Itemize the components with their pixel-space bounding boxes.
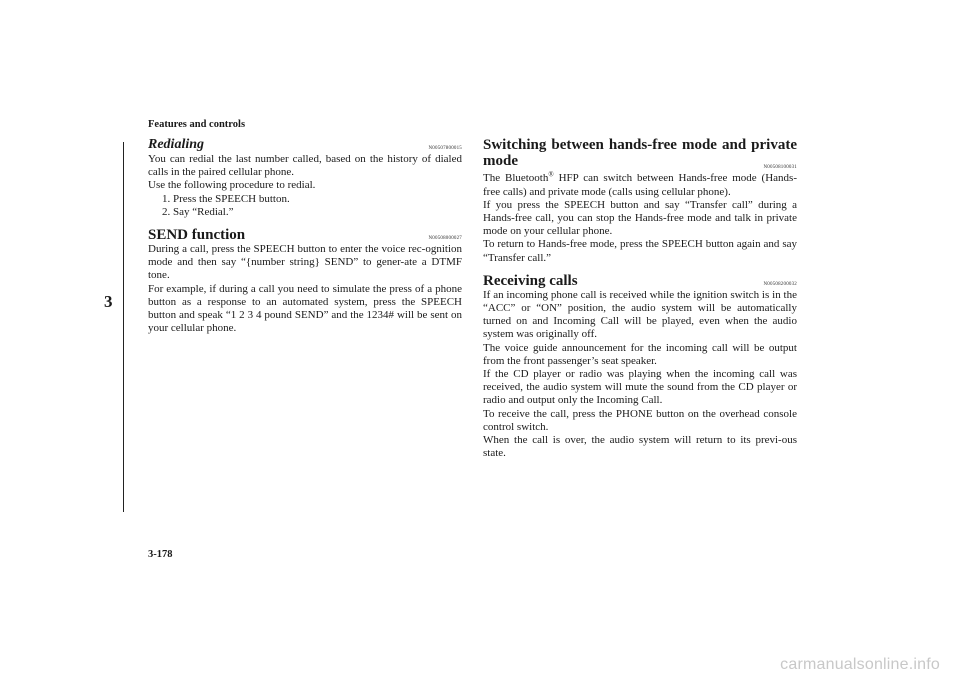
send-function-paragraph-2: For example, if during a call you need to simulate the press of a phone button as a response to an automated system, press the SPEECH button and speak “1 2 3 4 pound SEND” and the 1234# will be sent on your cellular phone. <box>148 282 462 335</box>
switching-paragraph-2: If you press the SPEECH button and say “Transfer call” during a Hands-free call, you can stop the Hands-free mode and talk in private mode on your cellular phone. <box>483 198 797 238</box>
receiving-code: N00508200032 <box>763 281 797 287</box>
registered-mark: ® <box>548 170 554 179</box>
chapter-number: 3 <box>104 292 113 311</box>
receiving-paragraph-1: If an incoming phone call is received while the ignition switch is in the “ACC” or “ON” position, the audio system will be automatically turned on and Incoming Call will be played, even when the audio system was originally off. <box>483 288 797 341</box>
section-heading-switching <box>483 137 797 172</box>
receiving-paragraph-3: If the CD player or radio was playing when the incoming call was received, the audio system will mute the sound from the CD player or radio and output only the Incoming Call. <box>483 368 797 407</box>
receiving-title: Receiving calls <box>483 272 578 289</box>
switching-code: N00508100031 <box>763 165 797 171</box>
section-heading-send-function <box>148 227 462 243</box>
left-column <box>148 137 462 335</box>
send-function-code: N00508000027 <box>428 236 462 242</box>
redialing-step-2: 2. Say “Redial.” <box>162 205 234 218</box>
receiving-paragraph-4: To receive the call, press the PHONE button on the overhead console control switch. <box>483 407 797 433</box>
page-number: 3-178 <box>148 549 173 560</box>
switching-paragraph-3: To return to Hands-free mode, press the SPEECH button again and say “Transfer call.” <box>483 238 797 264</box>
receiving-paragraph-2: The voice guide announcement for the incoming call will be output from the front passenger’s seat speaker. <box>483 341 797 367</box>
send-function-title: SEND function <box>148 227 246 244</box>
redialing-code: N00507800015 <box>428 146 462 151</box>
running-header: Features and controls <box>148 119 246 130</box>
chapter-tab <box>100 142 124 512</box>
right-column <box>483 137 797 460</box>
send-function-paragraph-1: During a call, press the SPEECH button to enter the voice rec-ognition mode and then say “{number string} SEND” to gener-ate a DTMF tone. <box>148 243 462 282</box>
watermark: carmanualsonline.info <box>780 656 940 673</box>
switching-paragraph-1 <box>483 172 797 198</box>
section-heading-receiving <box>483 273 797 289</box>
redialing-step-1: 1. Press the SPEECH button. <box>162 192 290 205</box>
receiving-paragraph-5: When the call is over, the audio system will return to its previ-ous state. <box>483 434 797 460</box>
bluetooth-text: The Bluetooth <box>483 172 549 185</box>
switching-title: Switching between hands-free mode and private mode <box>483 137 797 170</box>
redialing-line-2: Use the following procedure to redial. <box>148 179 316 192</box>
section-heading-redialing <box>148 137 462 153</box>
switching-paragraph-1-rest: HFP can switch between Hands-free mode (Hands-free calls) and private mode (calls using cellular phone). <box>483 172 797 198</box>
redialing-line-1: You can redial the last number called, based on the history of dialed calls in the paired cellular phone. <box>148 153 462 179</box>
redialing-title: Redialing <box>148 137 205 152</box>
